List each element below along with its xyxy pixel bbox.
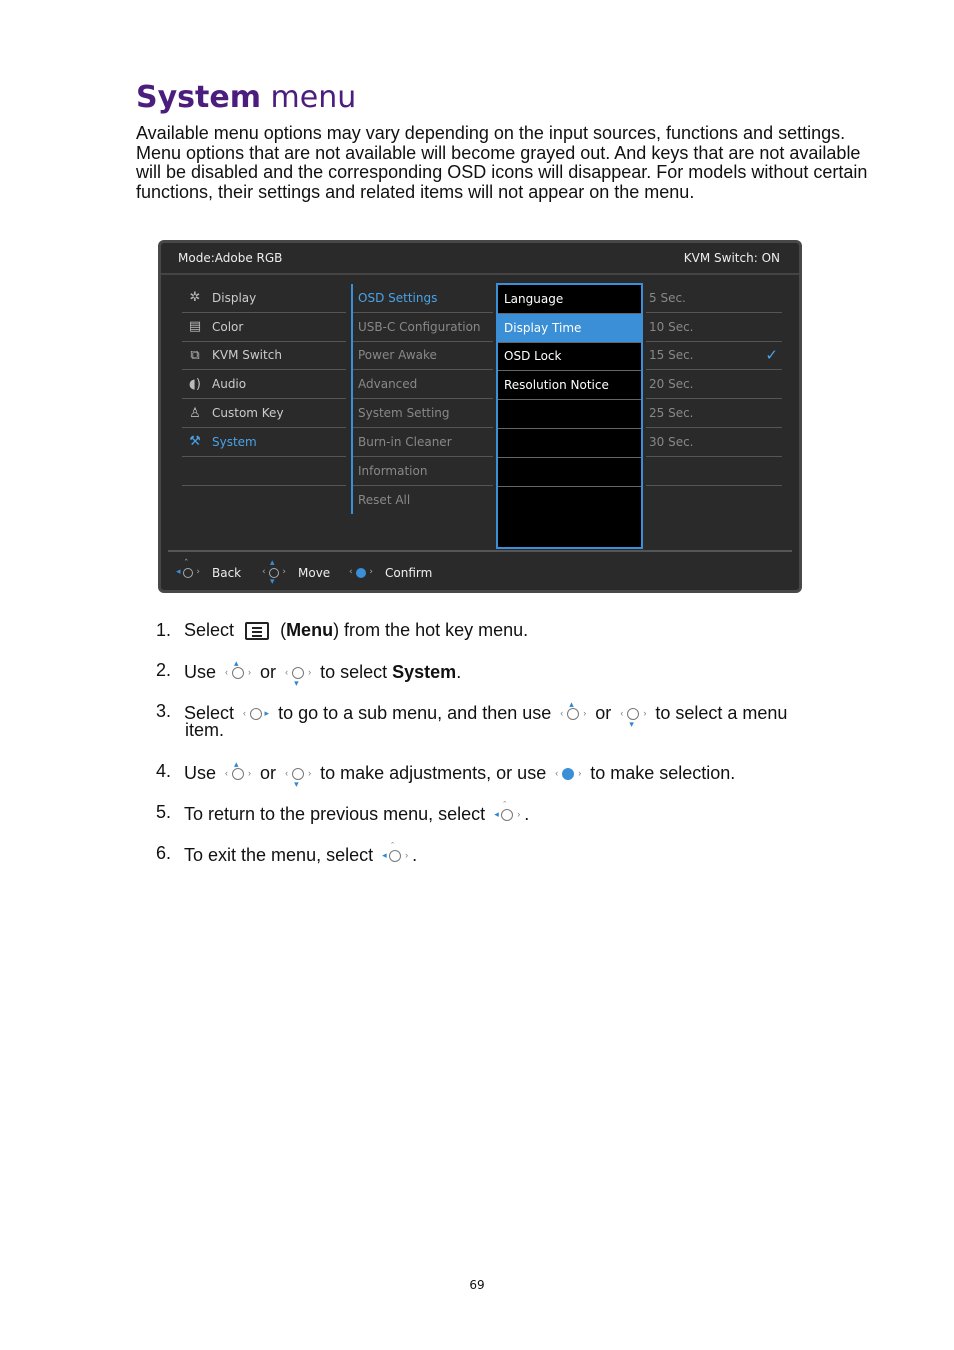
setting-empty <box>498 458 641 487</box>
kvm-status: KVM Switch: ON <box>683 251 780 265</box>
back-nav-icon: ◂ › ˆ <box>176 559 200 577</box>
sub-item-system-setting[interactable]: System Setting <box>353 399 493 428</box>
sub-item-power-awake[interactable]: Power Awake <box>353 342 493 371</box>
sub-item-information[interactable]: Information <box>353 457 493 486</box>
move-nav-icon: ‹ › ▴ ▾ <box>262 558 286 587</box>
option-15-sec[interactable]: 15 Sec. ✓ <box>646 342 782 371</box>
option-10-sec[interactable]: 10 Sec. <box>646 313 782 342</box>
osd-settings-menu <box>496 283 643 549</box>
right-key-icon: ‹ ▸ <box>243 708 270 718</box>
step-3-continuation: item. <box>185 720 225 740</box>
check-icon: ✓ <box>765 345 778 364</box>
menu-item-display[interactable]: ✲ Display <box>182 284 346 313</box>
display-time-options <box>646 284 782 486</box>
sub-item-reset-all[interactable]: Reset All <box>358 492 411 507</box>
confirm-key[interactable]: ‹ › Confirm <box>349 563 432 583</box>
option-25-sec[interactable]: 25 Sec. <box>646 399 782 428</box>
mode-label: Mode:Adobe RGB <box>178 251 283 265</box>
setting-resolution-notice[interactable]: Resolution Notice <box>498 371 641 400</box>
down-key-icon: ‹ › ▾ <box>620 708 647 729</box>
page-number: 69 <box>469 1278 485 1292</box>
up-key-icon: ▴ ‹ › <box>560 699 587 718</box>
setting-display-time[interactable]: Display Time <box>498 314 641 343</box>
setting-empty <box>498 400 641 429</box>
confirm-nav-icon: ‹ › <box>349 567 373 577</box>
up-key-icon: ▴ ‹ › <box>225 759 252 778</box>
option-30-sec[interactable]: 30 Sec. <box>646 428 782 457</box>
system-icon: ⚒ <box>189 434 201 450</box>
custom-key-icon: ♙ <box>189 405 201 421</box>
menu-item-system[interactable]: ⚒ System <box>182 428 346 457</box>
setting-empty <box>498 429 641 458</box>
page-title: System menu <box>136 80 357 115</box>
menu-item-kvm[interactable]: ⧉ KVM Switch <box>182 342 346 371</box>
sub-menu <box>351 284 493 514</box>
sub-item-usbc[interactable]: USB-C Configuration <box>353 313 493 342</box>
option-20-sec[interactable]: 20 Sec. <box>646 370 782 399</box>
osd-screenshot <box>158 240 802 593</box>
sub-item-osd-settings[interactable]: OSD Settings <box>353 284 493 313</box>
osd-status-bar <box>161 243 799 275</box>
menu-item-custom-key[interactable]: ♙ Custom Key <box>182 399 346 428</box>
menu-item-empty <box>182 457 346 486</box>
display-icon: ✲ <box>189 290 201 306</box>
option-empty <box>646 457 782 486</box>
confirm-key-icon: ‹ › <box>555 768 582 778</box>
main-menu <box>182 284 346 486</box>
up-key-icon: ▴ ‹ › <box>225 658 252 677</box>
audio-icon: ◖) <box>189 376 201 392</box>
down-key-icon: ‹ › ▾ <box>285 667 312 688</box>
setting-osd-lock[interactable]: OSD Lock <box>498 343 641 372</box>
osd-key-guide <box>168 550 792 590</box>
back-key-icon: ◂ › ˆ <box>494 800 521 819</box>
move-key[interactable]: ‹ › ▴ ▾ Move <box>262 558 331 587</box>
down-key-icon: ‹ › ▾ <box>285 768 312 789</box>
sub-item-advanced[interactable]: Advanced <box>353 370 493 399</box>
setting-language[interactable]: Language <box>498 285 641 314</box>
back-key[interactable]: ◂ › ˆ Back <box>176 563 241 583</box>
menu-icon <box>245 622 269 640</box>
exit-key-icon: ◂ › ˆ <box>382 841 409 860</box>
kvm-icon: ⧉ <box>190 347 200 363</box>
color-icon: ▤ <box>188 319 202 335</box>
sub-item-burn-in[interactable]: Burn-in Cleaner <box>353 428 493 457</box>
menu-item-audio[interactable]: ◖) Audio <box>182 370 346 399</box>
intro-paragraph: Available menu options may vary depending on the input sources, functions and settings. Menu options that are not available will become grayed out. And keys that are not available will be disabled and the corresponding OSD icons will disappear. For models without certain functions, their settings and related items will not appear on the menu. <box>136 123 868 202</box>
option-5-sec[interactable]: 5 Sec. <box>646 284 782 313</box>
menu-item-color[interactable]: ▤ Color <box>182 313 346 342</box>
